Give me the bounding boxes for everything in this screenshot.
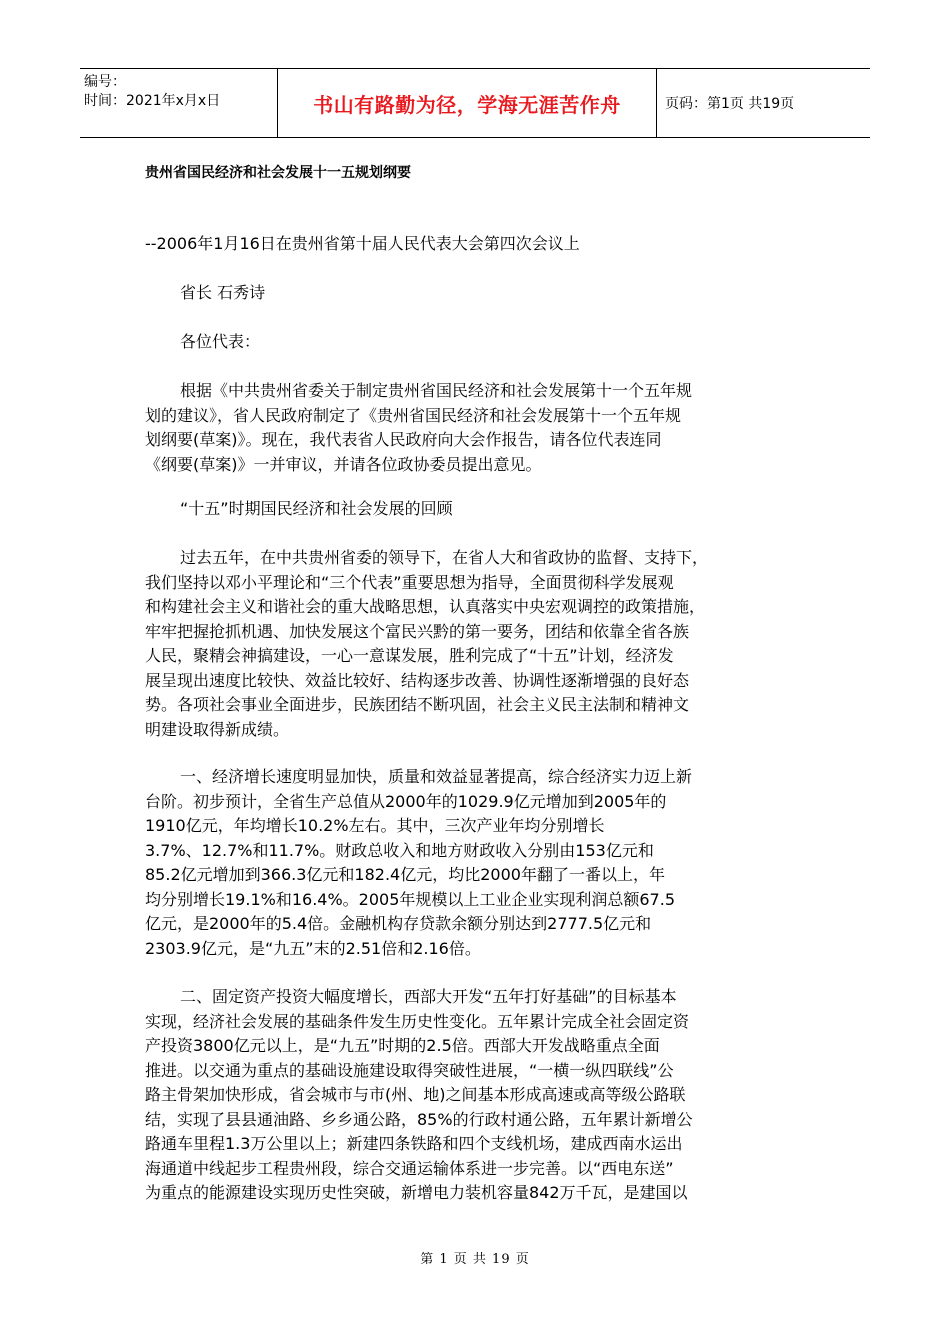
salutation: 各位代表： (180, 332, 261, 351)
paragraph-line: 为重点的能源建设实现历史性突破，新增电力装机容量842万千瓦，是建国以 (145, 1183, 688, 1202)
paragraph-line: 2303.9亿元，是“九五”末的2.51倍和2.16倍。 (145, 938, 481, 958)
section-heading: “十五”时期国民经济和社会发展的回顾 (180, 499, 453, 518)
paragraph-line: 二、固定资产投资大幅度增长，西部大开发“五年打好基础”的目标基本 (180, 987, 677, 1006)
page-header (80, 68, 870, 138)
paragraph-line: 根据《中共贵州省委关于制定贵州省国民经济和社会发展第十一个五年规 (180, 381, 693, 400)
paragraph-line: 台阶。初步预计，全省生产总值从2000年的1029.9亿元增加到2005年的 (145, 791, 667, 811)
speaker: 省长 石秀诗 (180, 283, 266, 302)
paragraph-line: 亿元，是2000年的5.4倍。金融机构存贷款余额分别达到2777.5亿元和 (145, 914, 652, 933)
paragraph-line: 人民，聚精会神搞建设，一心一意谋发展，胜利完成了“十五”计划，经济发 (145, 646, 674, 665)
page-footer: 第 1 页 共 19 页 (420, 1252, 530, 1267)
paragraph-line: 1910亿元，年均增长10.2%左右。其中，三次产业年均分别增长 (145, 816, 605, 835)
paragraph-line: 路通车里程1.3万公里以上；新建四条铁路和四个支线机场，建成西南水运出 (145, 1134, 683, 1153)
paragraph-4 (145, 985, 805, 1206)
paragraph-line: 和构建社会主义和谐社会的重大战略思想，认真落实中央宏观调控的政策措施， (145, 597, 706, 616)
paragraph-line: 我们坚持以邓小平理论和“三个代表”重要思想为指导，全面贯彻科学发展观 (145, 572, 674, 592)
paragraph-line: 划的建议》，省人民政府制定了《贵州省国民经济和社会发展第十一个五年规 (145, 405, 682, 425)
paragraph-line: 牢牢把握抢抓机遇、加快发展这个富民兴黔的第一要务，团结和依靠全省各族 (145, 621, 690, 641)
paragraph-line: 推进。以交通为重点的基础设施建设取得突破性进展，“一横一纵四联线”公 (145, 1060, 674, 1080)
paragraph-line: 路主骨架加快形成，省会城市与市(州、地)之间基本形成高速或高等级公路联 (145, 1085, 686, 1104)
paragraph-line: 结，实现了县县通油路、乡乡通公路，85%的行政村通公路，五年累计新增公 (145, 1109, 693, 1129)
time-label: 时间：2021年x月x日 (84, 93, 221, 109)
paragraph-line: 85.2亿元增加到366.3亿元和182.4亿元，均比2000年翻了一番以上，年 (145, 865, 665, 884)
paragraph-line: 实现，经济社会发展的基础条件发生历史性变化。五年累计完成全社会固定资 (145, 1011, 690, 1031)
paragraph-2 (145, 546, 805, 742)
paragraph-line: 海通道中线起步工程贵州段，综合交通运输体系进一步完善。以“西电东送” (145, 1158, 674, 1178)
document-title: 贵州省国民经济和社会发展十一五规划纲要 (145, 165, 411, 181)
paragraph-line: 划纲要(草案)》。现在，我代表省人民政府向大会作报告，请各位代表连同 (145, 430, 662, 449)
paragraph-line: 均分别增长19.1%和16.4%。2005年规模以上工业企业实现利润总额67.5 (145, 889, 676, 909)
paragraph-line: 一、经济增长速度明显加快，质量和效益显著提高，综合经济实力迈上新 (180, 767, 693, 786)
paragraph-line: 产投资3800亿元以上，是“九五”时期的2.5倍。西部大开发战略重点全面 (145, 1036, 660, 1055)
header-motto: 书山有路勤为径，学海无涯苦作舟 (278, 69, 657, 137)
paragraph-1 (145, 379, 805, 477)
paragraph-line: 展呈现出速度比较快、效益比较好、结构逐步改善、协调性逐渐增强的良好态 (145, 670, 690, 690)
paragraph-line: 《纲要(草案)》一并审议，并请各位政协委员提出意见。 (145, 454, 542, 474)
paragraph-line: 3.7%、12.7%和11.7%。财政总收入和地方财政收入分别由153亿元和 (145, 840, 654, 860)
paragraph-line: 明建设取得新成绩。 (145, 719, 290, 739)
header-meta (80, 69, 278, 137)
paragraph-line: 过去五年，在中共贵州省委的领导下，在省人大和省政协的监督、支持下， (180, 548, 709, 567)
number-label: 编号： (84, 74, 126, 90)
paragraph-line: 势。各项社会事业全面进步，民族团结不断巩固，社会主义民主法制和精神文 (145, 695, 690, 714)
paragraph-3 (145, 765, 805, 961)
header-page-info: 页码：第1页 共19页 (665, 96, 795, 112)
subtitle: --2006年1月16日在贵州省第十届人民代表大会第四次会议上 (145, 234, 580, 253)
